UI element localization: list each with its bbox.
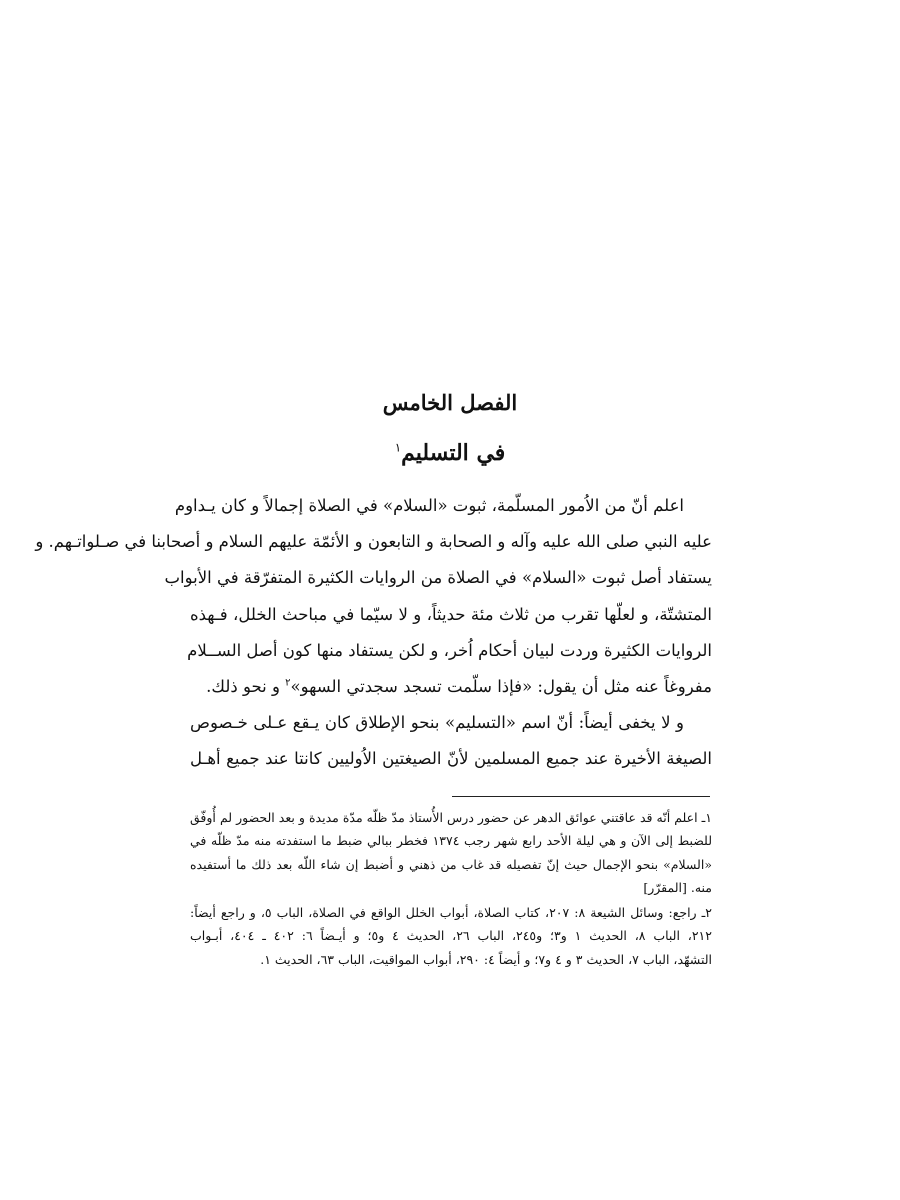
footnote-ref-2: ٢ [285, 677, 291, 689]
paragraph-1 [35, 488, 712, 705]
footnote-line: ١ـ اعلم أنّه قد عاقتني عوائق الدهر عن حضور درس الأُستاذ مدّ ظلّه مدّة مديدة و بعد الحضور لم أُوفّق [190, 810, 712, 825]
text-line: و لا يخفى أيضاً: أنّ اسم «التسليم» بنحو الإطلاق كان يـقع عـلى خـصوص [190, 713, 684, 733]
paragraph-2 [190, 705, 712, 777]
footnote-line: للضبط إلى الآن و هي ليلة الأحد رابع شهر رجب ١٣٧٤ فخطر ببالي ضبط ما استفدته منه مدّ ظلّه في [190, 833, 713, 849]
footnotes [190, 806, 712, 973]
text-segment: مفروغاً عنه مثل أن يقول: «فإذا سلّمت تسجد سجدتي السهو» [290, 676, 712, 696]
text-line: اعلم أنّ من الاُمور المسلّمة، ثبوت «السلام» في الصلاة إجمالاً و كان يـداوم [174, 496, 684, 515]
footnote-separator [452, 796, 710, 797]
text-segment: و نحو ذلك. [206, 676, 286, 696]
footnote-1 [190, 806, 712, 899]
text-line: الصيغة الأخيرة عند جميع المسلمين لأنّ الصيغتين الاُوليين كانتا عند جميع أهـل [190, 749, 712, 769]
text-line [190, 669, 712, 705]
main-text [35, 488, 712, 778]
text-line: يستفاد أصل ثبوت «السلام» في الصلاة من الروايات الكثيرة المتفرّقة في الأبواب [164, 568, 712, 588]
footnote-line: منه. [المقرّر] [643, 879, 712, 895]
footnote-line: ٢١٢، الباب ٨، الحديث ١ و٣؛ و٢٤٥، الباب ٢٦، الحديث ٤ و٥؛ و أيـضاً ٦: ٤٠٢ ـ ٤٠٤، أبـواب [190, 928, 712, 944]
chapter-subtitle-text: في التسليم [401, 440, 506, 466]
footnote-line: التشهّد، الباب ٧، الحديث ٣ و ٤ و٧؛ و أيضاً ٤: ٢٩٠، أبواب المواقيت، الباب ٦٣، الحديث ١. [260, 951, 712, 967]
footnote-2 [190, 901, 712, 971]
footnote-line: «السلام» بنحو الإجمال حيث إنّ تفصيله قد غاب من ذهني و أضبط إن شاء اللّه بعد ذلك ما أستفيده [190, 856, 712, 872]
footnote-ref-1: ١ [394, 440, 402, 455]
chapter-subtitle [250, 436, 650, 470]
chapter-title: الفصل الخامس [382, 390, 518, 415]
text-line: الروايات الكثيرة وردت لبيان أحكام اُخر، و لكن يستفاد منها كون أصل الســلام [187, 640, 712, 660]
text-line: عليه النبي صلى الله عليه وآله و الصحابة و التابعون و الأئمّة عليهم السلام و أصحابنا في صـلواتـهم. و [35, 532, 712, 552]
text-line: المتشتّة، و لعلّها تقرب من ثلاث مئة حديثاً، و لا سيّما في مباحث الخلل، فـهذه [190, 604, 712, 624]
footnote-line: ٢ـ راجع: وسائل الشيعة ٨: ٢٠٧، كتاب الصلاة، أبواب الخلل الواقع في الصلاة، الباب ٥، و راجع أيضاً: [190, 905, 713, 921]
